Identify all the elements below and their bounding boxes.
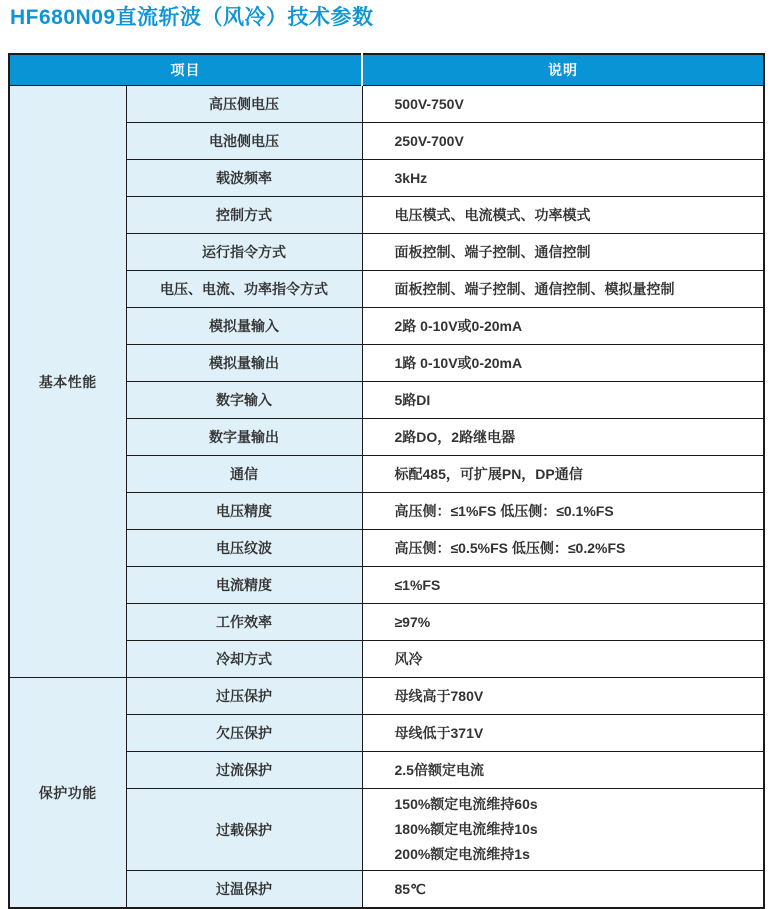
desc-line: 2路DO，2路继电器 bbox=[394, 428, 516, 445]
desc-line: 高压侧：≤1%FS 低压侧：≤0.1%FS bbox=[394, 502, 614, 519]
desc-line: 2.5倍额定电流 bbox=[394, 761, 484, 778]
param-cell: 运行指令方式 bbox=[126, 234, 362, 271]
column-header-item: 项目 bbox=[9, 54, 362, 86]
desc-line: 200%额定电流维持1s bbox=[394, 846, 530, 862]
desc-line: 85℃ bbox=[394, 880, 426, 897]
param-cell: 电池侧电压 bbox=[126, 123, 362, 160]
param-cell: 模拟量输出 bbox=[126, 345, 362, 382]
param-cell: 过流保护 bbox=[126, 752, 362, 789]
desc-cell bbox=[362, 271, 764, 308]
desc-line: ≤1%FS bbox=[394, 576, 441, 593]
desc-line: 5路DI bbox=[394, 391, 431, 408]
param-cell: 欠压保护 bbox=[126, 715, 362, 752]
desc-line: 150%额定电流维持60s bbox=[394, 796, 538, 812]
param-cell: 冷却方式 bbox=[126, 641, 362, 678]
desc-cell bbox=[362, 419, 764, 456]
desc-line: 母线低于371V bbox=[394, 724, 484, 741]
desc-line: 电压模式、电流模式、功率模式 bbox=[394, 206, 591, 223]
desc-cell bbox=[362, 871, 764, 909]
desc-line: 面板控制、端子控制、通信控制 bbox=[394, 243, 591, 260]
param-cell: 高压侧电压 bbox=[126, 86, 362, 123]
spec-table bbox=[8, 53, 765, 909]
table-row bbox=[9, 86, 764, 123]
desc-cell bbox=[362, 345, 764, 382]
table-row bbox=[9, 678, 764, 715]
param-cell: 电压精度 bbox=[126, 493, 362, 530]
desc-cell bbox=[362, 86, 764, 123]
column-header-description: 说明 bbox=[362, 54, 764, 86]
desc-line: ≥97% bbox=[394, 613, 431, 630]
param-cell: 工作效率 bbox=[126, 604, 362, 641]
param-cell: 电压纹波 bbox=[126, 530, 362, 567]
param-cell: 模拟量输入 bbox=[126, 308, 362, 345]
param-cell: 数字量输出 bbox=[126, 419, 362, 456]
desc-line: 250V-700V bbox=[394, 132, 464, 149]
desc-line: 标配485，可扩展PN，DP通信 bbox=[394, 465, 583, 482]
desc-cell bbox=[362, 234, 764, 271]
desc-cell bbox=[362, 160, 764, 197]
param-cell: 载波频率 bbox=[126, 160, 362, 197]
desc-cell bbox=[362, 789, 764, 871]
param-cell: 电流精度 bbox=[126, 567, 362, 604]
param-cell: 过载保护 bbox=[126, 789, 362, 871]
param-cell: 通信 bbox=[126, 456, 362, 493]
param-cell: 过温保护 bbox=[126, 871, 362, 909]
desc-line: 500V-750V bbox=[394, 95, 464, 112]
desc-cell bbox=[362, 752, 764, 789]
desc-cell bbox=[362, 123, 764, 160]
desc-cell bbox=[362, 567, 764, 604]
param-cell: 电压、电流、功率指令方式 bbox=[126, 271, 362, 308]
desc-line: 180%额定电流维持10s bbox=[394, 821, 538, 837]
desc-line: 母线高于780V bbox=[394, 687, 484, 704]
table-body bbox=[9, 86, 764, 909]
desc-cell bbox=[362, 456, 764, 493]
desc-cell bbox=[362, 308, 764, 345]
desc-cell bbox=[362, 197, 764, 234]
desc-cell bbox=[362, 382, 764, 419]
desc-cell bbox=[362, 641, 764, 678]
desc-cell bbox=[362, 715, 764, 752]
desc-line: 2路 0-10V或0-20mA bbox=[394, 317, 523, 334]
desc-cell bbox=[362, 678, 764, 715]
group-cell: 基本性能 bbox=[9, 86, 126, 678]
desc-line: 面板控制、端子控制、通信控制、模拟量控制 bbox=[394, 280, 675, 297]
desc-line: 风冷 bbox=[394, 650, 423, 667]
desc-cell bbox=[362, 493, 764, 530]
desc-cell bbox=[362, 530, 764, 567]
param-cell: 过压保护 bbox=[126, 678, 362, 715]
page-title: HF680N09直流斩波（风冷）技术参数 bbox=[10, 6, 374, 29]
desc-line: 3kHz bbox=[394, 169, 428, 186]
desc-line: 高压侧：≤0.5%FS 低压侧：≤0.2%FS bbox=[394, 539, 626, 556]
desc-cell bbox=[362, 604, 764, 641]
param-cell: 数字输入 bbox=[126, 382, 362, 419]
group-cell: 保护功能 bbox=[9, 678, 126, 909]
param-cell: 控制方式 bbox=[126, 197, 362, 234]
desc-line: 1路 0-10V或0-20mA bbox=[394, 354, 523, 371]
table-header-row bbox=[9, 54, 764, 86]
